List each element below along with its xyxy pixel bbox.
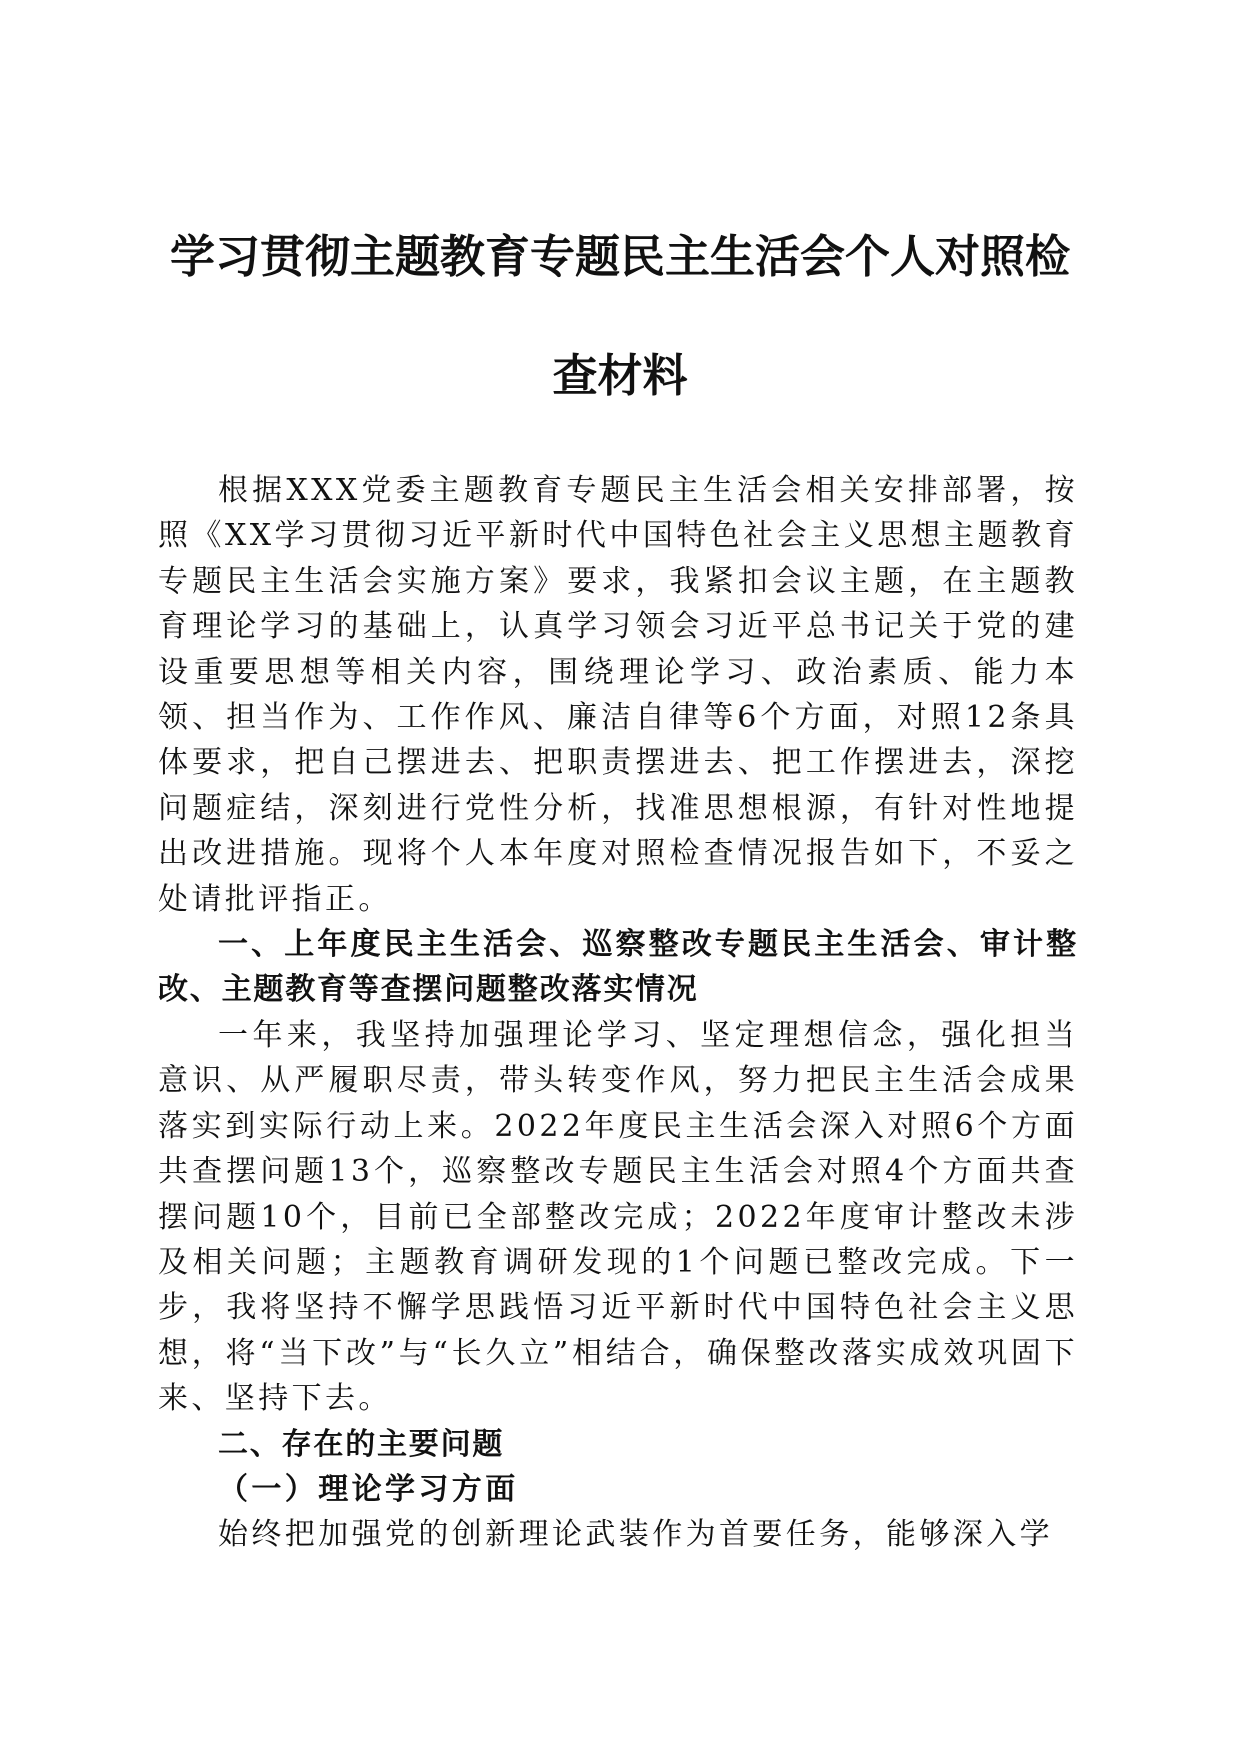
section-1-paragraph: 一年来，我坚持加强理论学习、坚定理想信念，强化担当意识、从严履职尽责，带头转变作风，努力把民主生活会成果落实到实际行动上来。2022年度民主生活会深入对照6个方面共查摆问题13个，巡察整改专题民主生活会对照4个方面共查摆问题10个，目前已全部整改完成；2022年度审计整改未涉及相关问题；主题教育调研发现的1个问题已整改完成。下一步，我将坚持不懈学思践悟习近平新时代中国特色社会主义思想，将“当下改”与“长久立”相结合，确保整改落实成效巩固下来、坚持下去。 <box>158 1017 1078 1417</box>
section-1-heading: 一、上年度民主生活会、巡察整改专题民主生活会、审计整改、主题教育等查摆问题整改落实情况 <box>158 927 1078 1008</box>
section-2-heading: 二、存在的主要问题 <box>218 1426 505 1462</box>
subsection-1-paragraph: 始终把加强党的创新理论武装作为首要任务，能够深入学 <box>218 1517 1053 1553</box>
document-title-line-2: 查材料 <box>552 349 688 402</box>
document-body <box>158 468 1078 1558</box>
document-title-line-1: 学习贯彻主题教育专题民主生活会个人对照检 <box>169 230 1070 283</box>
subsection-1-heading: （一）理论学习方面 <box>218 1471 519 1507</box>
intro-paragraph: 根据XXX党委主题教育专题民主生活会相关安排部署，按照《XX学习贯彻习近平新时代中国特色社会主义思想主题教育专题民主生活会实施方案》要求，我紧扣会议主题，在主题教育理论学习的基础上，认真学习领会习近平总书记关于党的建设重要思想等相关内容，围绕理论学习、政治素质、能力本领、担当作为、工作作风、廉洁自律等6个方面，对照12条具体要求，把自己摆进去、把职责摆进去、把工作摆进去，深挖问题症结，深刻进行党性分析，找准思想根源，有针对性地提出改进措施。现将个人本年度对照检查情况报告如下，不妥之处请批评指正。 <box>158 473 1078 917</box>
